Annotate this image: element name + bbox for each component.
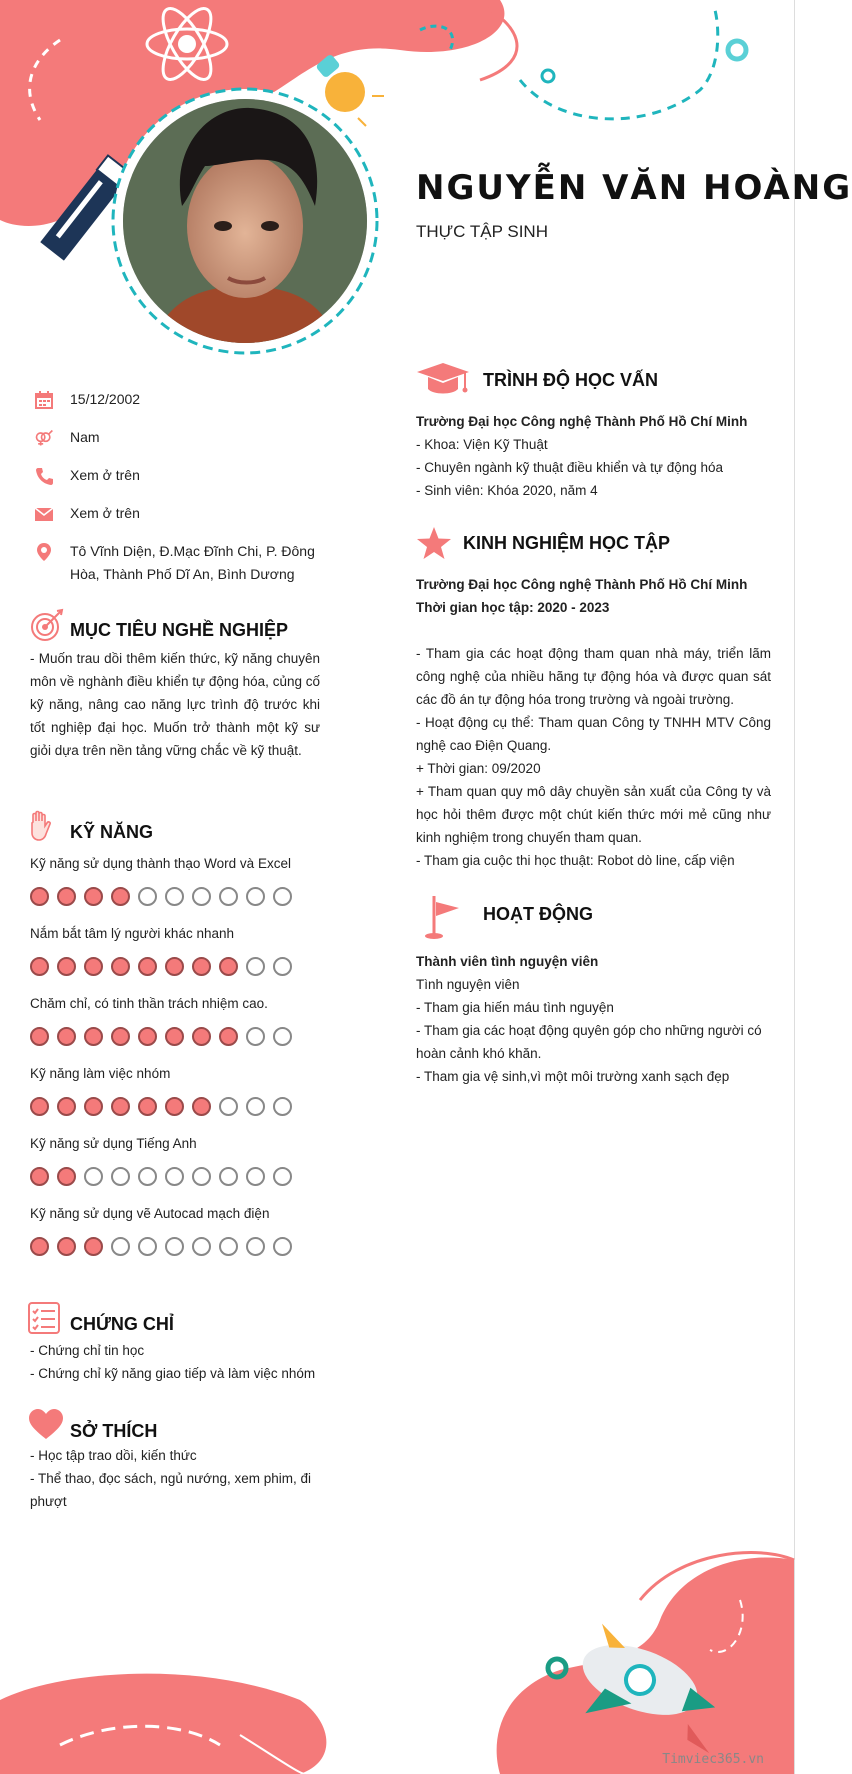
rating-dot-empty xyxy=(111,1237,130,1256)
rating-dot-filled xyxy=(84,887,103,906)
skill-rating xyxy=(30,1097,330,1116)
target-icon xyxy=(30,608,64,642)
rating-dot-empty xyxy=(138,1167,157,1186)
heart-icon xyxy=(28,1408,64,1440)
skill-rating xyxy=(30,887,330,906)
rating-dot-empty xyxy=(219,887,238,906)
hand-icon xyxy=(28,810,54,842)
rating-dot-filled xyxy=(57,1097,76,1116)
hobbies-title: SỞ THÍCH xyxy=(70,1421,158,1441)
rating-dot-filled xyxy=(219,1027,238,1046)
rating-dot-filled xyxy=(138,1027,157,1046)
contact-address xyxy=(34,540,324,586)
rating-dot-filled xyxy=(30,1237,49,1256)
rating-dot-filled xyxy=(30,957,49,976)
rating-dot-empty xyxy=(219,1237,238,1256)
rating-dot-filled xyxy=(57,1237,76,1256)
skills-list xyxy=(30,854,330,1274)
certificate-item: - Chứng chỉ kỹ năng giao tiếp và làm việc nhóm xyxy=(30,1366,316,1381)
rating-dot-empty xyxy=(246,957,265,976)
experience-line: - Tham gia các hoạt động tham quan nhà máy, triển lãm công nghệ của nhiều hãng tự động hóa và được quan sát các đồ án tự động hóa trong trường và ngoài trường. xyxy=(416,646,771,707)
skill-rating xyxy=(30,1027,330,1046)
skill-label: Chăm chỉ, có tinh thần trách nhiệm cao. xyxy=(30,996,268,1011)
education-line: - Sinh viên: Khóa 2020, năm 4 xyxy=(416,483,598,498)
experience-school: Trường Đại học Công nghệ Thành Phố Hồ Chí Minh xyxy=(416,577,748,592)
rating-dot-filled xyxy=(165,1027,184,1046)
skill-item xyxy=(30,1134,330,1204)
skill-label: Kỹ năng sử dụng Tiếng Anh xyxy=(30,1136,197,1151)
experience-line: + Thời gian: 09/2020 xyxy=(416,761,541,776)
rating-dot-filled xyxy=(84,1237,103,1256)
rating-dot-filled xyxy=(57,1027,76,1046)
rating-dot-filled xyxy=(165,957,184,976)
rating-dot-empty xyxy=(165,887,184,906)
rating-dot-empty xyxy=(138,887,157,906)
phone-value: Xem ở trên xyxy=(70,467,140,483)
rating-dot-filled xyxy=(138,1097,157,1116)
rating-dot-empty xyxy=(273,1027,292,1046)
rating-dot-empty xyxy=(273,1167,292,1186)
rating-dot-filled xyxy=(165,1097,184,1116)
rating-dot-empty xyxy=(273,887,292,906)
rating-dot-filled xyxy=(84,957,103,976)
candidate-role: THỰC TẬP SINH xyxy=(416,222,548,241)
activity-org: Tình nguyện viên xyxy=(416,977,520,992)
rating-dot-filled xyxy=(30,1167,49,1186)
star-icon xyxy=(416,526,452,560)
education-title: TRÌNH ĐỘ HỌC VẤN xyxy=(483,370,658,390)
rating-dot-empty xyxy=(138,1237,157,1256)
skill-label: Nắm bắt tâm lý người khác nhanh xyxy=(30,926,234,941)
rating-dot-empty xyxy=(246,1237,265,1256)
skill-item xyxy=(30,1204,330,1274)
activities-details xyxy=(416,950,776,1088)
rating-dot-filled xyxy=(192,1097,211,1116)
rating-dot-empty xyxy=(111,1167,130,1186)
activity-role: Thành viên tình nguyện viên xyxy=(416,954,599,969)
contact-email xyxy=(34,502,324,525)
activity-line: - Tham gia vệ sinh,vì một môi trường xanh sạch đẹp xyxy=(416,1069,730,1084)
rating-dot-empty xyxy=(273,1097,292,1116)
rating-dot-filled xyxy=(219,957,238,976)
rating-dot-empty xyxy=(246,887,265,906)
rating-dot-filled xyxy=(192,957,211,976)
contact-phone xyxy=(34,464,324,487)
contact-info xyxy=(34,388,324,601)
skill-rating xyxy=(30,1237,330,1256)
checklist-icon xyxy=(28,1302,60,1334)
birthday-value: 15/12/2002 xyxy=(70,391,141,407)
rating-dot-filled xyxy=(84,1027,103,1046)
rating-dot-empty xyxy=(273,957,292,976)
hobby-item: - Học tập trao dồi, kiến thức xyxy=(30,1448,197,1463)
hobby-item: - Thể thao, đọc sách, ngủ nướng, xem phim, đi phượt xyxy=(30,1471,312,1509)
candidate-name: NGUYỄN VĂN HOÀNG xyxy=(416,168,852,208)
skill-label: Kỹ năng sử dụng thành thạo Word và Excel xyxy=(30,856,291,871)
rating-dot-filled xyxy=(57,887,76,906)
skill-rating xyxy=(30,1167,330,1186)
certificate-item: - Chứng chỉ tin học xyxy=(30,1343,145,1358)
rating-dot-empty xyxy=(219,1097,238,1116)
skill-item xyxy=(30,854,330,924)
rating-dot-filled xyxy=(30,1027,49,1046)
flag-icon xyxy=(422,894,462,940)
experience-details xyxy=(416,573,771,872)
rating-dot-empty xyxy=(219,1167,238,1186)
experience-line: - Tham gia cuộc thi học thuật: Robot dò line, cấp viện xyxy=(416,853,735,868)
contact-birthday xyxy=(34,388,324,411)
rating-dot-empty xyxy=(273,1237,292,1256)
education-details xyxy=(416,410,771,502)
rating-dot-empty xyxy=(246,1027,265,1046)
skill-item xyxy=(30,924,330,994)
objective-text: - Muốn trau dồi thêm kiến thức, kỹ năng chuyên môn về nghành điều khiển tự động hóa, củng cố kỹ năng, nâng cao năng lực trình độ trước khi tốt nghiệp đại học. Muốn trở thành một kỹ sư giỏi dựa trên nền tảng vững chắc về kỹ thuật. xyxy=(30,651,320,758)
rating-dot-filled xyxy=(57,1167,76,1186)
skill-rating xyxy=(30,957,330,976)
objective-title: MỤC TIÊU NGHỀ NGHIỆP xyxy=(70,620,289,640)
activities-title: HOẠT ĐỘNG xyxy=(483,904,593,924)
rating-dot-empty xyxy=(165,1167,184,1186)
certificates-title: CHỨNG CHỈ xyxy=(70,1314,174,1334)
skill-item xyxy=(30,994,330,1064)
certificates-list xyxy=(30,1339,330,1385)
rating-dot-empty xyxy=(192,887,211,906)
watermark-brand: Timviec365.vn xyxy=(662,1752,764,1767)
address-value: Tô Vĩnh Diện, Đ.Mạc Đĩnh Chi, P. Đông Hòa, Thành Phố Dĩ An, Bình Dương xyxy=(70,543,315,582)
rating-dot-filled xyxy=(30,887,49,906)
experience-line: + Tham quan quy mô dây chuyền sản xuất của Công ty và học hỏi thêm được một chút kiến thức mới mẻ cũng như kinh nghiệm trong chuyến tham quan. xyxy=(416,784,771,845)
rating-dot-empty xyxy=(246,1167,265,1186)
rating-dot-empty xyxy=(84,1167,103,1186)
skill-label: Kỹ năng sử dụng vẽ Autocad mạch điện xyxy=(30,1206,270,1221)
rating-dot-filled xyxy=(192,1027,211,1046)
skill-label: Kỹ năng làm việc nhóm xyxy=(30,1066,171,1081)
location-pin-icon xyxy=(34,542,54,562)
rating-dot-filled xyxy=(84,1097,103,1116)
rating-dot-filled xyxy=(111,957,130,976)
activity-line: - Tham gia hiến máu tình nguyện xyxy=(416,1000,614,1015)
rating-dot-filled xyxy=(111,887,130,906)
phone-icon xyxy=(34,466,54,486)
email-icon xyxy=(34,504,54,524)
contact-gender xyxy=(34,426,324,449)
gender-icon xyxy=(34,428,54,448)
graduation-cap-icon xyxy=(415,362,471,398)
experience-period: Thời gian học tập: 2020 - 2023 xyxy=(416,600,610,615)
rating-dot-empty xyxy=(192,1237,211,1256)
experience-title: KINH NGHIỆM HỌC TẬP xyxy=(463,533,670,553)
rating-dot-filled xyxy=(111,1027,130,1046)
education-line: - Chuyên ngành kỹ thuật điều khiển và tự động hóa xyxy=(416,460,723,475)
hobbies-list xyxy=(30,1444,325,1513)
skills-title: KỸ NĂNG xyxy=(70,822,154,842)
rating-dot-filled xyxy=(111,1097,130,1116)
rating-dot-filled xyxy=(30,1097,49,1116)
gender-value: Nam xyxy=(70,429,100,445)
activity-line: - Tham gia các hoạt động quyên góp cho những người có hoàn cảnh khó khăn. xyxy=(416,1023,762,1061)
calendar-icon xyxy=(34,390,54,410)
rating-dot-empty xyxy=(246,1097,265,1116)
rating-dot-empty xyxy=(165,1237,184,1256)
education-school: Trường Đại học Công nghệ Thành Phố Hồ Chí Minh xyxy=(416,414,748,429)
email-value: Xem ở trên xyxy=(70,505,140,521)
rating-dot-filled xyxy=(57,957,76,976)
experience-line: - Hoạt động cụ thể: Tham quan Công ty TNHH MTV Công nghệ cao Điện Quang. xyxy=(416,715,771,753)
avatar xyxy=(110,86,380,356)
skill-item xyxy=(30,1064,330,1134)
education-line: - Khoa: Viện Kỹ Thuật xyxy=(416,437,548,452)
rating-dot-filled xyxy=(138,957,157,976)
rating-dot-empty xyxy=(192,1167,211,1186)
